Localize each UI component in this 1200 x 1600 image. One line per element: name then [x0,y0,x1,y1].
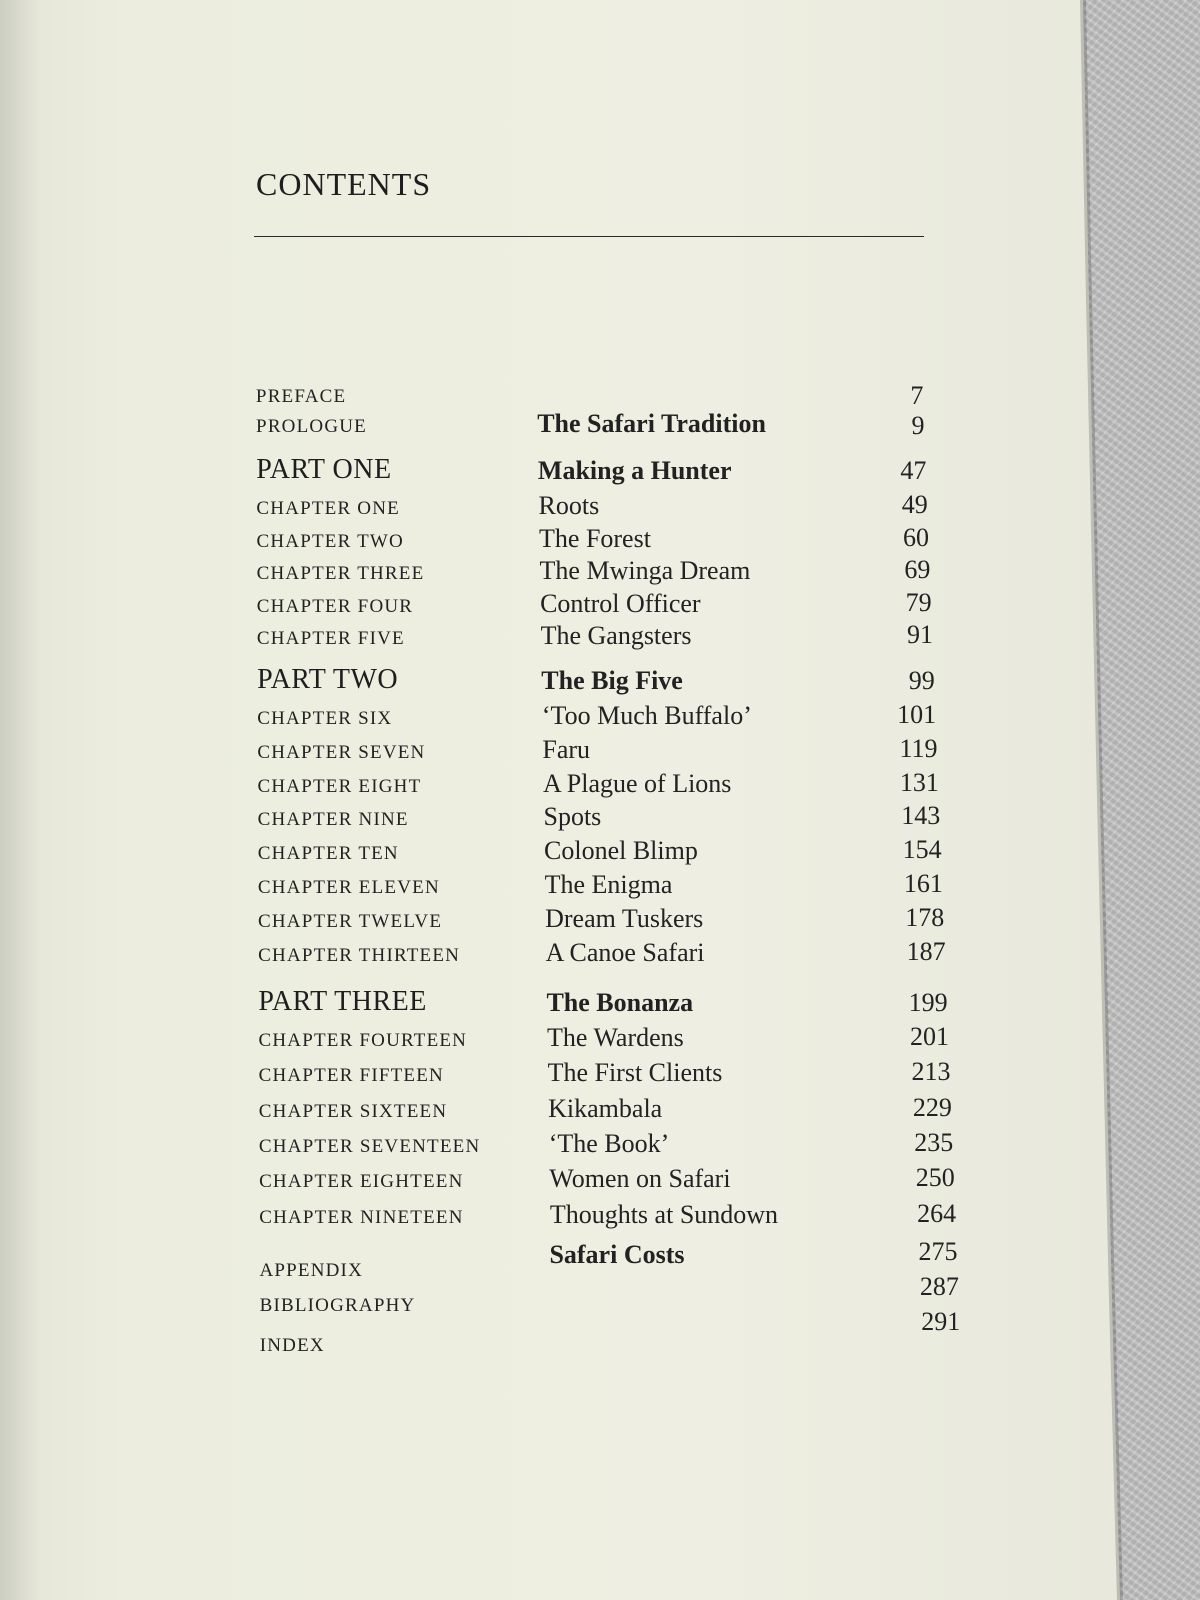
chapter-page-number: 143 [901,801,941,831]
chapter-title: Dream Tuskers [545,903,704,933]
chapter-page-number: 229 [912,1092,952,1122]
chapter-title: Kikambala [548,1093,663,1123]
part-page-number: 99 [908,666,935,695]
chapter-label: CHAPTER THREE [256,563,425,584]
chapter-page-number: 201 [910,1022,950,1051]
chapter-title: The Mwinga Dream [539,556,751,585]
chapter-label: CHAPTER TEN [257,843,399,865]
chapter-title: Colonel Blimp [544,836,698,866]
back-label: APPENDIX [259,1260,363,1281]
chapter-title: Faru [542,734,591,764]
chapter-title: Spots [543,802,602,832]
chapter-page-number: 119 [899,733,938,763]
part-page-number: 199 [908,988,948,1017]
back-page-number: 287 [919,1272,959,1301]
chapter-label: CHAPTER FIVE [256,628,405,649]
chapter-label: CHAPTER SIXTEEN [258,1100,448,1122]
chapter-title: ‘Too Much Buffalo’ [541,701,752,730]
chapter-page-number: 264 [917,1198,957,1228]
chapter-title: The Wardens [547,1023,684,1052]
chapter-page-number: 161 [903,869,943,898]
chapter-title: Roots [538,491,600,520]
part-title: The Bonanza [546,988,694,1017]
chapter-page-number: 235 [914,1127,954,1157]
chapter-title: Control Officer [540,588,701,618]
chapter-page-number: 69 [904,555,931,584]
chapter-label: CHAPTER THIRTEEN [258,944,461,966]
chapter-label: CHAPTER TWO [256,530,404,552]
chapter-page-number: 154 [902,835,942,865]
chapter-label: CHAPTER NINETEEN [259,1206,464,1228]
chapter-title: The Forest [539,523,651,553]
chapter-label: CHAPTER EIGHT [257,775,422,797]
chapter-label: CHAPTER SIX [257,708,393,729]
chapter-label: CHAPTER ONE [256,498,400,519]
chapter-page-number: 49 [901,490,928,519]
chapter-label: CHAPTER SEVEN [257,741,426,763]
chapter-label: CHAPTER FIFTEEN [258,1065,444,1087]
back-label: INDEX [259,1335,325,1356]
chapter-label: CHAPTER TWELVE [258,910,443,932]
part-label: PART THREE [258,986,427,1017]
contents-heading: CONTENTS [256,166,432,202]
chapter-title: Women on Safari [549,1164,731,1194]
front-label: PREFACE [255,386,347,407]
front-label: PROLOGUE [256,416,367,437]
chapter-page-number: 250 [915,1163,955,1193]
chapter-page-number: 91 [906,620,933,649]
front-page-number: 7 [910,381,924,410]
chapter-label: CHAPTER NINE [257,809,409,831]
chapter-title: Thoughts at Sundown [549,1199,779,1229]
chapter-label: CHAPTER SEVENTEEN [258,1135,481,1157]
chapter-page-number: 187 [906,936,946,966]
part-label: PART TWO [257,664,399,695]
chapter-page-number: 79 [905,587,932,617]
chapter-page-number: 213 [911,1057,951,1087]
chapter-page-number: 60 [903,522,930,552]
chapter-page-number: 101 [897,700,937,729]
back-page-number: 275 [918,1237,958,1266]
chapter-title: The First Clients [547,1058,723,1088]
chapter-label: CHAPTER EIGHTEEN [259,1171,464,1193]
chapter-label: CHAPTER FOURTEEN [258,1030,468,1051]
back-title: Safari Costs [549,1240,685,1269]
chapter-page-number: 178 [905,902,945,932]
spine-shadow [0,0,40,1600]
part-title: The Big Five [541,666,683,695]
heading-rule [254,236,924,237]
chapter-title: The Gangsters [540,621,692,650]
back-label: BIBLIOGRAPHY [259,1295,416,1316]
part-label: PART ONE [256,454,392,485]
chapter-label: CHAPTER ELEVEN [257,877,440,898]
front-title: The Safari Tradition [537,409,766,438]
chapter-title: A Plague of Lions [542,768,732,798]
chapter-title: The Enigma [544,870,673,899]
chapter-title: ‘The Book’ [548,1128,670,1158]
part-page-number: 47 [900,456,927,485]
part-title: Making a Hunter [537,456,732,485]
back-page-number: 291 [921,1307,961,1336]
chapter-label: CHAPTER FOUR [256,595,414,617]
chapter-page-number: 131 [899,767,939,797]
chapter-title: A Canoe Safari [545,937,705,967]
front-page-number: 9 [911,411,925,440]
